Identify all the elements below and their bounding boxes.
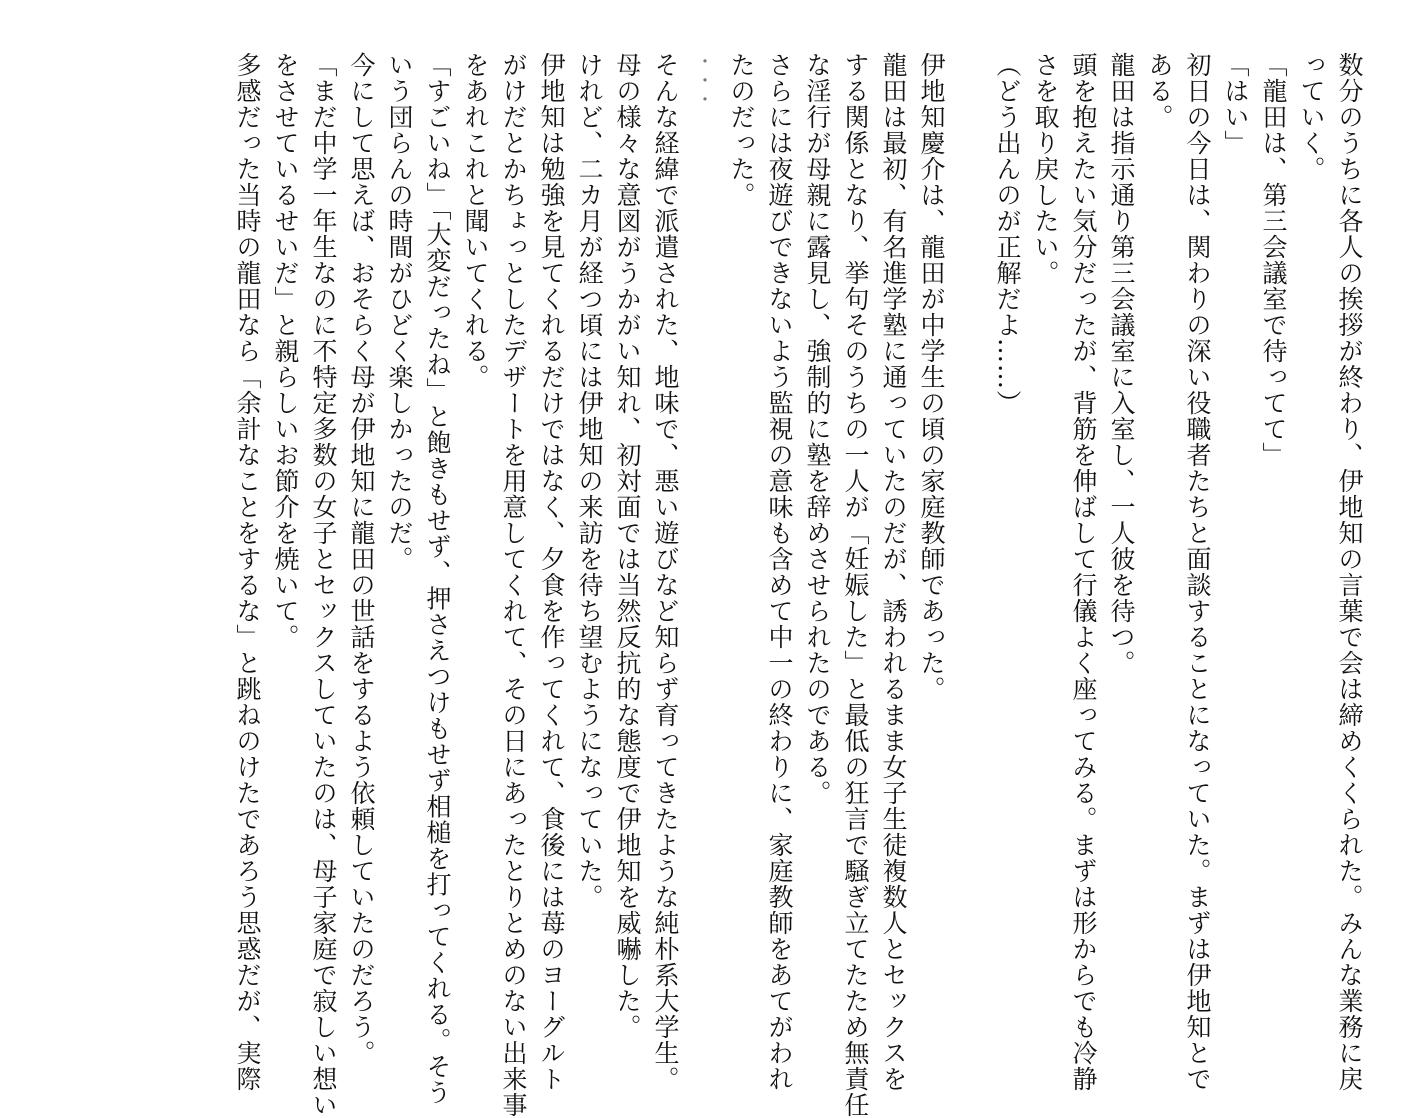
text-line: さを取り戻したい。: [1031, 52, 1060, 286]
text-line: 伊地知慶介は、龍田が中学生の頃の家庭教師であった。: [917, 52, 946, 702]
text-line: 「龍田は、第三会議室で待ってて」: [1259, 52, 1288, 468]
text-line: っていく。: [1297, 52, 1326, 182]
text-line: 多感だった当時の龍田なら「余計なことをするな」と跳ねのけたであろう思惑だが、実際: [233, 52, 262, 1092]
text-line: 母の様々な意図がうかがい知れ、初対面では当然反抗的な態度で伊地知を威嚇した。: [613, 52, 642, 1040]
text-line: がけだとかちょっとしたデザートを用意してくれて、その日にあったとりとめのない出来事: [499, 52, 528, 1118]
text-line: けれど、二カ月が経つ頃には伊地知の来訪を待ち望むようになっていた。: [575, 52, 604, 910]
text-line: 今にして思えば、おそらく母が伊地知に龍田の世話をするよう依頼していたのだろう。: [347, 52, 376, 1066]
text-line: さらには夜遊びできないよう監視の意味も含めて中一の終わりに、家庭教師をあてがわれ: [765, 52, 794, 1092]
text-line: 「すごいね」「大変だったね」と飽きもせず、押さえつけもせず相槌を打ってくれる。そう: [423, 52, 452, 1106]
text-line: 龍田は最初、有名進学塾に通っていたのだが、誘われるまま女子生徒複数人とセックスを: [879, 52, 908, 1092]
text-line: する関係となり、挙句そのうちの一人が「妊娠した」と最低の狂言で騒ぎ立てたため無責任: [841, 52, 870, 1118]
text-line: たのだった。: [727, 52, 756, 208]
text-line: な淫行が母親に露見し、強制的に塾を辞めさせられたのである。: [803, 52, 832, 806]
text-line: 頭を抱えたい気分だったが、背筋を伸ばして行儀よく座ってみる。まずは形からでも冷静: [1069, 52, 1098, 1092]
text-line: ある。: [1145, 52, 1174, 130]
blank-line: [950, 52, 988, 982]
text-line: をあれこれと聞いてくれる。: [461, 52, 490, 390]
section-mark: ・・・: [693, 52, 714, 109]
text-line: そんな経緯で派遣された、地味で、悪い遊びなど知らず育ってきたような純朴系大学生。: [651, 52, 680, 1092]
text-line: 伊地知は勉強を見てくれるだけではなく、夕食を作ってくれて、食後には苺のヨーグルト: [537, 52, 566, 1092]
text-line: いう団らんの時間がひどく楽しかったのだ。: [385, 52, 414, 572]
text-line: 龍田は指示通り第三会議室に入室し、一人彼を待つ。: [1107, 52, 1136, 676]
text-line: 「まだ中学一年生なのに不特定多数の女子とセックスしていたのは、母子家庭で寂しい想い: [309, 52, 338, 1118]
text-line: 数分のうちに各人の挨拶が終わり、伊地知の言葉で会は締めくくられた。みんな業務に戻: [1335, 52, 1364, 1092]
text-line: （どう出んのが正解だよ……）: [993, 52, 1022, 416]
text-line: 「はい」: [1221, 52, 1250, 156]
vertical-text-body: [228, 52, 1368, 1118]
text-line: 初日の今日は、関わりの深い役職者たちと面談することになっていた。まずは伊地知とで: [1183, 52, 1212, 1092]
text-line: をさせているせいだ」と親らしいお節介を焼いて。: [271, 52, 300, 650]
